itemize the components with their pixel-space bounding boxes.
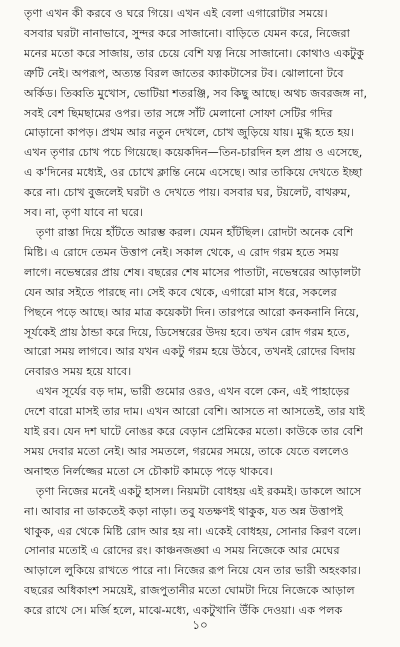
text-line: থাকুক, এর থেকে মিষ্টি রোদ আর হয় না। একেই বোধহয়, সোনার কিরণ বলে।	[24, 524, 362, 538]
text-line: অর্কিড। তিব্বতি মুখোস, ভোটিয়া শতরঞ্জি, সব কিছু আছে। অথচ জবরজঙ্গ না,	[24, 86, 368, 100]
text-line: তৃণা রাস্তা দিয়ে হাঁটতে আরম্ভ করল। যেমন হাঁটছিল। রোদটা অনেক বেশি	[36, 225, 354, 239]
text-line: এ ক'দিনের মধ্যেই, ওর চোখে ক্লান্তি নেমে এসেছে। আর তাকিয়ে দেখতে ইচ্ছা	[24, 166, 363, 180]
text-line: না। আবার না ডাকতেই কড়া নাড়া। তবু যতক্ষণই থাকুক, যত অন্ন উত্তাপই	[24, 504, 343, 518]
text-line: এখন সূর্যের বড় দাম, ভারী গুমোর ওরও, এখন বলে কেন, এই পাহাড়ের	[36, 385, 350, 399]
paragraph-2	[24, 223, 382, 382]
text-line: ত্রুটি নেই। অপরূপ, অত্যন্ত বিরল জাতের ক্যাকটাসের টব। ঝোলানো টবে	[24, 66, 344, 80]
text-line: সব। না, তৃণা যাবে না ঘরে।	[24, 206, 144, 220]
text-line: বসবার ঘরটা নানাভাবে, সুন্দর করে সাজানো। বাড়িতে যেমন করে, নিজেরা	[24, 26, 350, 40]
text-line: মিষ্টি। এ রোদে তেমন উত্তাপ নেই। সকাল থেকে, এ রোদ গরম হতে সময়	[24, 245, 339, 259]
text-line: সূর্যকেই প্রায় ঠান্ডা করে দিয়ে, ডিসেম্বরের উদয় হবে। তখন রোদ গরম হতে,	[24, 325, 350, 339]
text-line: করে না। চোখ বুজলেই ঘরটা ও দেখতে পায়। বসবার ঘর, টয়লেট, বাথরুম,	[24, 186, 351, 200]
text-line: তৃণা নিজের মনেই একটু হাসল। নিয়মটা বোধহয় এই রকমই। ডাকলে আসে	[36, 484, 362, 498]
text-line: অনাহুত নির্লজ্জের মতো সে চৌকাট কামড়ে পড়ে থাকবে।	[24, 464, 273, 478]
text-line: দেশে বারো মাসই তার দাম। এখন আরো বেশি। আসতে না আসতেই, তার যাই	[24, 405, 365, 419]
text-line: মনের মতো করে সাজায়, তার চেয়ে বেশি যত্ন নিয়ে সাজানো। কোথাও একটুকু	[24, 46, 365, 60]
paragraph-1	[24, 4, 382, 223]
page-number: ১০	[192, 618, 208, 632]
text-line: করে রাখে সে। মর্জি হলে, মাঝে-মধ্যে, একটুখানি উঁকি দেওয়া। এক পলক	[24, 604, 343, 618]
body-text	[24, 4, 382, 621]
text-line: পিছনে পড়ে আছে। আর মাত্র কয়েকটা দিন। তারপরে আরো কনকনানি নিয়ে,	[24, 305, 360, 319]
text-line: সময় দেবার মতো নেই। আর সমতলে, গরমের সময়ে, তাকে যেতে বললেও	[24, 444, 349, 458]
text-line: সোনার মতোই এ রোদের রং। কাঞ্চনজঙ্ঘা এ সময় নিজেকে আর মেঘের	[24, 544, 340, 558]
text-line: আড়ালে লুকিয়ে রাখতে পারে না। নিজের রূপ নিয়ে যেন তার ভারী অহংকার।	[24, 564, 361, 578]
text-line: মোড়ানো কাপড়। প্রথম আর নতুন দেখলে, চোখ জুড়িয়ে যায়। মুগ্ধ হতে হয়।	[24, 126, 355, 140]
text-line: নেবারও সময় হয়ে যাবে।	[24, 365, 132, 379]
text-line: বছরের অধিকাংশ সময়েই, রাজপুতানীর মতো ঘোমটা দিয়ে নিজেকে আড়াল	[24, 584, 355, 598]
text-line: তৃণা এখন কী করবে ও ঘরে গিয়ে। এখন এই বেলা এগারোটার সময়ে।	[24, 7, 328, 20]
text-line: আরো সময় লাগবে। আর যখন একটু গরম হয়ে উঠবে, তখনই রোদের বিদায়	[24, 345, 356, 359]
text-line: এখন তৃণার চোখ পচে গিয়েছে। কয়েকদিন—তিন-চারদিন হল প্রায় ও এসেছে,	[24, 146, 363, 160]
text-line: যেন আর সইতে পারছে না। সেই কবে থেকে, এগারো মাস ধরে, সকলের	[24, 285, 337, 299]
paragraph-3	[24, 382, 382, 482]
paragraph-4	[24, 482, 382, 621]
text-line: যাই রব। যেন দশ ঘাটে নোঙর করে বেড়ান প্রেমিকের মতো। কাউকে তার বেশি	[24, 425, 364, 439]
text-line: সবই বেশ ছিমছামের ওপর। তার সঙ্গে সাঁট মেলানো সোফা সেটির গদির	[24, 106, 333, 120]
text-line: লাগে। নভেম্বরের প্রায় শেষ। বছরের শেষ মাসের পাতাটা, নভেম্বরের আড়ালটা	[24, 265, 361, 279]
